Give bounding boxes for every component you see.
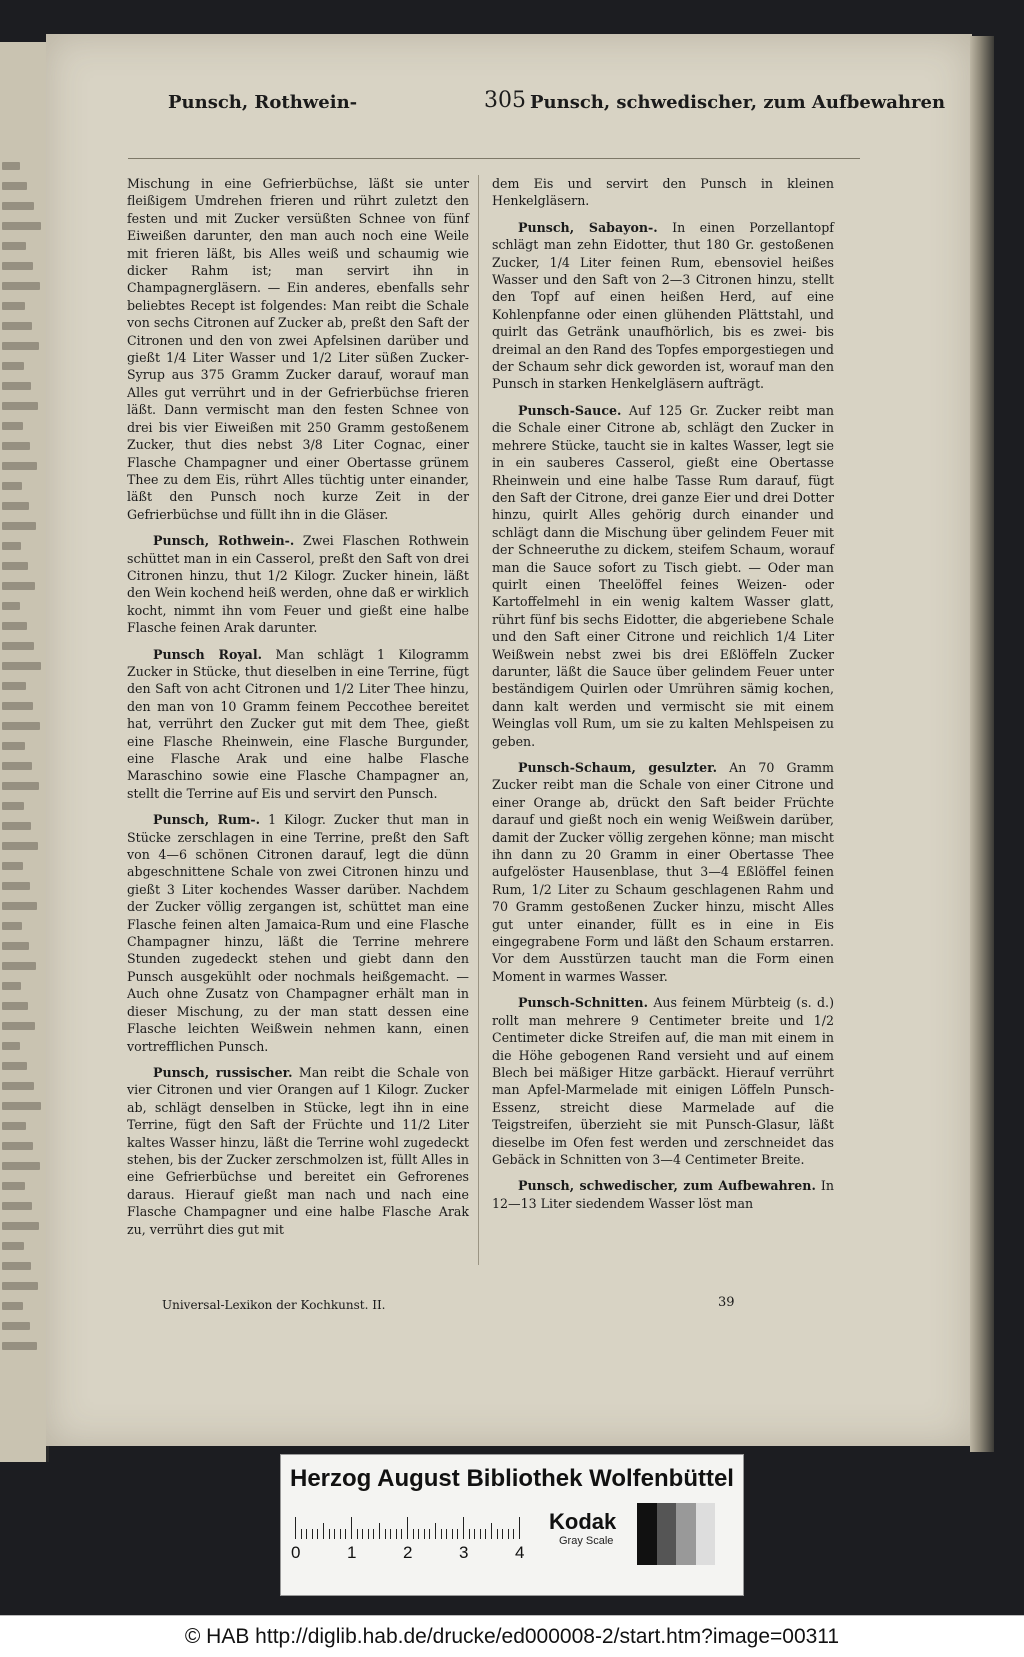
facing-page-text-line [2, 782, 39, 790]
ruler-number: 2 [403, 1543, 413, 1562]
facing-page-text-line [2, 182, 27, 190]
facing-page-text-line [2, 1322, 30, 1330]
scale-ruler [291, 1513, 525, 1562]
facing-page-text-line [2, 1062, 27, 1070]
ruler-tick [396, 1529, 397, 1539]
text-column-left [127, 175, 469, 1247]
header-rule [128, 158, 860, 159]
facing-page-text-line [2, 1002, 28, 1010]
facing-page-text-line [2, 162, 20, 170]
ruler-tick [469, 1529, 470, 1539]
entry: Mischung in eine Gefrierbüchse, läßt sie unter fleißigem Umdrehen frieren und rührt zuletzt den festen und mit Zucker versüßten Schnee von fünf Eiweißen darunter, den man auch noch eine Weile mit frieren läßt, bis Alles weiß und schaumig wie dicker Rahm ist; man servirt ihn in Champagnergläsern. — Ein anderes, ebenfalls sehr beliebtes Recept ist folgendes: Man reibt die Schale von sechs Citronen auf Zucker ab, preßt den Saft der Citronen und den von zwei Apfelsinen darüber und gießt 1/4 Liter Wasser und 1/2 Liter süßen Zucker-Syrup aus 375 Gramm Zucker darauf, worauf man Alles gut verrührt und in der Gefrierbüchse frieren läßt. Dann vermischt man den festen Schnee von drei bis vier Eiweißen mit 250 Gramm gestoßenem Zucker, thut dies nebst 3/8 Liter Cognac, einer Flasche Champagner und einer Obertasse grünem Thee zu dem Eis, rührt Alles tüchtig unter einander, läßt den Punsch noch kurze Zeit in der Gefrierbüchse und füllt ihn in die Gläser. [127, 176, 469, 522]
facing-page-text-line [2, 1102, 41, 1110]
entry: Punsch-Schnitten. Aus feinem Mürbteig (s. d.) rollt man mehrere 9 Centimeter breite und 1/2 Centimeter dicke Streifen auf, die man mit einem in die Höhe gebogenen Rand versieht und auf einem Blech bei mäßiger Hitze garbäckt. Hierauf verrührt man Apfel-Marmelade mit einigen Löffeln Punsch-Essenz, streicht diese Marmelade auf die Teigstreifen, überzieht sie mit Punsch-Glasur, läßt dieselbe im Ofen fest werden und zerschneidet das Gebäck in Schnitten von 3—4 Centimeter Breite. [492, 995, 834, 1167]
facing-page-text-line [2, 862, 23, 870]
text-column-right [492, 175, 834, 1221]
ruler-tick [295, 1517, 296, 1539]
ruler-tick [497, 1529, 498, 1539]
ruler-tick [435, 1523, 436, 1539]
facing-page-text-line [2, 202, 34, 210]
ruler-tick [334, 1529, 335, 1539]
facing-page-text-line [2, 1042, 20, 1050]
facing-page-text-line [2, 662, 41, 670]
entry: Punsch, russischer. Man reibt die Schale von vier Citronen und vier Orangen auf 1 Kilogr. Zucker ab, schlägt denselben in Stücke, legt ihn in eine Terrine, fügt den Saft der Früchte und 11/2 Liter kaltes Wasser hinzu, läßt die Terrine wohl zugedeckt stehen, bis der Zucker zerschmolzen ist, füllt Alles in eine Gefrierbüchse und bereitet ein Gefrorenes daraus. Hierauf gießt man nach und nach eine Flasche Champagner und eine halbe Flasche Arak zu, verrührt dies gut mit [127, 1064, 469, 1237]
gray-scale-label: Gray Scale [559, 1535, 614, 1547]
ruler-tick [312, 1529, 313, 1539]
gray-patch [696, 1503, 716, 1565]
facing-page-text-line [2, 442, 30, 450]
ruler-tick [340, 1529, 341, 1539]
entry: Punsch, schwedischer, zum Aufbewahren. In 12—13 Liter siedendem Wasser löst man [492, 1178, 834, 1211]
ruler-tick [329, 1529, 330, 1539]
ruler-tick [429, 1529, 430, 1539]
facing-page-text-line [2, 1162, 40, 1170]
entry-title: Punsch, Rum-. [153, 812, 261, 828]
facing-page-text-line [2, 322, 32, 330]
ruler-tick [306, 1529, 307, 1539]
facing-page-text-line [2, 342, 39, 350]
ruler-tick [362, 1529, 363, 1539]
facing-page-text-line [2, 222, 41, 230]
entry: Punsch-Sauce. Auf 125 Gr. Zucker reibt man die Schale einer Citrone ab, schlägt den Zucker in mehrere Stücke, taucht sie in kaltes Wasser, legt sie in ein sauberes Casserol, gießt eine Obertasse Rheinwein und eine halbe Tasse Rum darauf, fügt den Saft der Citrone, drei ganze Eier und drei Dotter hinzu, quirlt Alles gehörig durch einander und schlägt dann die Mischung über gelindem Feuer mit der Schneeruthe zu dickem, steifem Schaum, worauf man die Sauce sofort zu Tisch giebt. — Oder man quirlt einen Theelöffel feines Weizen- oder Kartoffelmehl in ein wenig kaltem Wasser glatt, rührt fünf bis sechs Eidotter, die abgeriebene Schale und den Saft einer Citrone und reichlich 1/4 Liter Weißwein nebst zwei bis drei Eßlöffeln Zucker darunter, läßt die Sauce über gelindem Feuer unter beständigem Quirlen oder Umrühren sämig kochen, dann kalt werden und vermischt sie mit einem Weinglas voll Rum, um sie zu kalten Mehlspeisen zu geben. [492, 402, 834, 749]
facing-page-text-line [2, 622, 27, 630]
facing-page-text-line [2, 682, 26, 690]
facing-page-text-line [2, 1122, 26, 1130]
facing-page-text-line [2, 942, 29, 950]
ruler-tick [485, 1529, 486, 1539]
ruler-number: 1 [347, 1543, 357, 1562]
ruler-tick [373, 1529, 374, 1539]
facing-page-text-line [2, 1182, 25, 1190]
facing-page-text-line [2, 262, 33, 270]
facing-page-text-line [2, 1282, 38, 1290]
ruler-tick [452, 1529, 453, 1539]
library-label-card [280, 1454, 744, 1596]
facing-page-text-line [2, 462, 37, 470]
ruler-tick [301, 1529, 302, 1539]
facing-page-text-line [2, 362, 24, 370]
column-divider [478, 175, 479, 1265]
facing-page-text-line [2, 1302, 23, 1310]
facing-page-text-line [2, 822, 31, 830]
ruler-tick [390, 1529, 391, 1539]
copyright-link[interactable]: © HAB http://diglib.hab.de/drucke/ed000008-2/start.htm?image=00311 [184, 1624, 840, 1648]
facing-page-text-line [2, 882, 30, 890]
ruler-tick [401, 1529, 402, 1539]
running-head-right: Punsch, schwedischer, zum Aufbewahren [530, 92, 946, 113]
facing-page-text-line [2, 302, 25, 310]
ruler-tick [446, 1529, 447, 1539]
entry-title: Punsch-Schaum, gesulzter. [518, 760, 718, 775]
ruler-tick [474, 1529, 475, 1539]
facing-page-text-line [2, 962, 36, 970]
facing-page-text-line [2, 722, 40, 730]
ruler-tick [457, 1529, 458, 1539]
facing-page-text-line [2, 522, 36, 530]
entry: Punsch, Sabayon-. In einen Porzellantopf schlägt man zehn Eidotter, thut 180 Gr. gestoßenen Zucker, 1/4 Liter feinen Rum, ebensoviel heißes Wasser und den Saft von 2—3 Citronen hinzu, stellt den Topf auf einen heißen Herd, auf eine Kohlenpfanne oder einen glühenden Plättstahl, und quirlt das Getränk unaufhörlich, bis es zwei- bis dreimal an den Rand des Topfes emporgestiegen und der Schaum sehr dick geworden ist, worauf man den Punsch in starken Henkelgläsern aufträgt. [492, 219, 834, 392]
facing-page-text-line [2, 1022, 35, 1030]
ruler-tick [368, 1529, 369, 1539]
facing-page-text-line [2, 922, 22, 930]
page-number: 305 [484, 88, 526, 113]
ruler-tick [357, 1529, 358, 1539]
facing-page-text-line [2, 1142, 33, 1150]
ruler-tick [519, 1517, 520, 1539]
ruler-tick [413, 1529, 414, 1539]
ruler-tick [407, 1517, 408, 1539]
ruler-tick [441, 1529, 442, 1539]
facing-page-text-line [2, 742, 25, 750]
entry-title: Punsch, russischer. [153, 1064, 293, 1080]
entry: Punsch Royal. Man schlägt 1 Kilogramm Zucker in Stücke, thut dieselben in eine Terrine, fügt den Saft von acht Citronen und 1/2 Liter Thee hinzu, den man von 10 Gramm feinem Peccothee bereitet hat, verrührt den Zucker gut mit dem Thee, gießt eine Flasche Rheinwein, eine Flasche Burgunder, eine Flasche Arak und eine halbe Flasche Maraschino sowie eine Flasche Champagner an, stellt die Terrine auf Eis und servirt den Punsch. [127, 646, 469, 801]
facing-page-text-line [2, 762, 32, 770]
facing-page-text-line [2, 1202, 32, 1210]
facing-page-text-line [2, 982, 21, 990]
ruler-tick [463, 1517, 464, 1539]
ruler-tick [379, 1523, 380, 1539]
signature-line: Universal-Lexikon der Kochkunst. II. [162, 1298, 386, 1312]
ruler-tick [418, 1529, 419, 1539]
ruler-number: 0 [291, 1543, 301, 1562]
ruler-tick [491, 1523, 492, 1539]
facing-page-text-line [2, 242, 26, 250]
facing-page-text-line [2, 1082, 34, 1090]
facing-page-text-line [2, 422, 23, 430]
facing-page-edge [0, 42, 49, 1462]
ruler-tick [480, 1529, 481, 1539]
facing-page-text-line [2, 702, 33, 710]
ruler-tick [502, 1529, 503, 1539]
ruler-tick [345, 1529, 346, 1539]
entry-title: Punsch-Schnitten. [518, 995, 648, 1011]
page-stack-edge [970, 36, 994, 1452]
facing-page-text-line [2, 582, 35, 590]
facing-page-text-line [2, 1242, 24, 1250]
entry: Punsch, Rothwein-. Zwei Flaschen Rothwein schüttet man in ein Casserol, preßt den Saft von drei Citronen hinzu, thut 1/2 Kilogr. Zucker hinein, läßt den Wein kochend heiß werden, ohne daß er wirklich kocht, nimmt ihn vom Feuer und gießt eine halbe Flasche feinen Arak darunter. [127, 533, 469, 636]
library-name: Herzog August Bibliothek Wolfenbüttel [290, 1465, 734, 1492]
entry-title: Punsch Royal. [153, 646, 263, 662]
facing-page-text-line [2, 802, 24, 810]
ruler-number: 3 [459, 1543, 469, 1562]
ruler-tick [385, 1529, 386, 1539]
facing-page-text-line [2, 542, 21, 550]
facing-page-text-line [2, 382, 31, 390]
entry-title: Punsch-Sauce. [518, 402, 622, 418]
ruler-tick [317, 1529, 318, 1539]
ruler-tick [513, 1529, 514, 1539]
gray-patch [676, 1503, 696, 1565]
gray-patch [657, 1503, 677, 1565]
facing-page-text-line [2, 1342, 37, 1350]
ruler-tick [508, 1529, 509, 1539]
entry: Punsch, Rum-. 1 Kilogr. Zucker thut man in Stücke zerschlagen in eine Terrine, preßt den Saft von 4—6 schönen Citronen darauf, legt die dünn abgeschnittene Schale von zwei Citronen hinzu und gießt 3 Liter kochendes Wasser darüber. Nachdem der Zucker völlig zergangen ist, schüttet man eine Flasche feinen alten Jamaica-Rum und eine Flasche Champagner hinzu, läßt die Terrine mehrere Stunden zugedeckt stehen und giebt dann den Punsch ausgekühlt oder nochmals heißgemacht. — Auch ohne Zusatz von Champagner erhält man in dieser Mischung, zu der man statt dessen eine Flasche leichten Weißwein nehmen kann, einen vortrefflichen Punsch. [127, 812, 469, 1054]
entry: dem Eis und servirt den Punsch in kleinen Henkelgläsern. [492, 176, 834, 209]
ruler-tick [323, 1523, 324, 1539]
facing-page-text-line [2, 402, 38, 410]
ruler-tick [351, 1517, 352, 1539]
entry: Punsch-Schaum, gesulzter. An 70 Gramm Zucker reibt man die Schale von einer Citrone und einer Orange ab, drückt den Saft beider Früchte darauf und gießt noch ein wenig Weißwein darüber, damit der Zucker völlig zergehen könne; man mischt ihn dann zu 20 Gramm in einer Obertasse Thee aufgelöster Hausenblase, thut 3—4 Eßlöffel feinen Rum, 1/2 Liter zu Schaum geschlagenen Rahm und 70 Gramm gestoßenen Zucker hinzu, mischt Alles gut unter einander, füllt es in eine in Eis eingegrabene Form und läßt den Schaum erstarren. Vor dem Ausstürzen taucht man die Form einen Moment in warmes Wasser. [492, 760, 834, 984]
facing-page-text-line [2, 902, 37, 910]
gray-patch [637, 1503, 657, 1565]
facing-page-text-line [2, 842, 38, 850]
facing-page-text-line [2, 502, 29, 510]
facing-page-text-line [2, 602, 20, 610]
facing-page-text-line [2, 1262, 31, 1270]
facing-page-text-line [2, 1222, 39, 1230]
entry-title: Punsch, Rothwein-. [153, 533, 295, 549]
signature-number: 39 [718, 1295, 735, 1310]
facing-page-text-line [2, 562, 28, 570]
facing-page-text-line [2, 482, 22, 490]
ruler-tick [424, 1529, 425, 1539]
entry-title: Punsch, Sabayon-. [518, 219, 658, 235]
entry-title: Punsch, schwedischer, zum Aufbewahren. [518, 1178, 816, 1194]
running-head-left: Punsch, Rothwein- [168, 92, 358, 113]
kodak-logo: Kodak [549, 1509, 617, 1534]
gray-scale-patches [637, 1503, 715, 1565]
facing-page-text-line [2, 282, 40, 290]
ruler-number: 4 [515, 1543, 525, 1562]
facing-page-text-line [2, 642, 34, 650]
copyright-bar [0, 1615, 1024, 1657]
